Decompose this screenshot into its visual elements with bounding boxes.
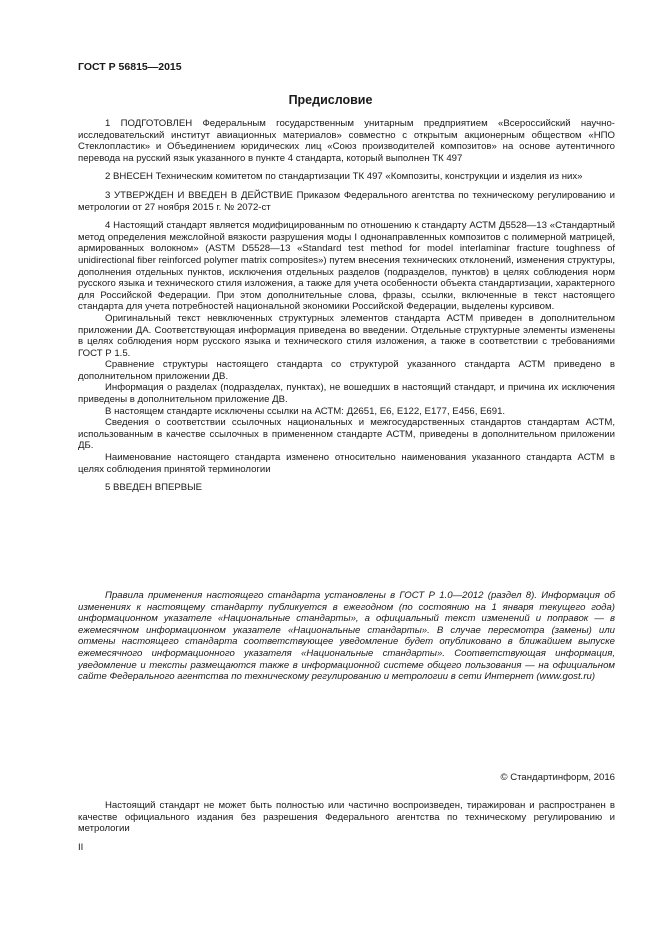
- document-code: ГОСТ Р 56815—2015: [78, 61, 182, 73]
- paragraph-structure-comparison: Сравнение структуры настоящего стандарта со структурой указанного стандарта АСТМ приведено в дополнительном приложении ДВ.: [78, 359, 615, 382]
- paragraph-original-text: Оригинальный текст невключенных структурных элементов стандарта АСТМ приведен в дополнительном приложении ДА. Соответствующая информация приведена во введении. Отдельные структурные элементы изменены в целях соблюдения норм русского языка и технического стиля изложения, а также в соответствии с требованиями ГОСТ Р 1.5.: [78, 312, 615, 359]
- paragraph-excluded-sections: Информация о разделах (подразделах, пунктах), не вошедших в настоящий стандарт, и причина их исключения приведены в дополнительном приложение ДВ.: [78, 382, 615, 406]
- paragraph-excluded-refs: В настоящем стандарте исключены ссылки на АСТМ: Д2651, Е6, Е122, Е177, Е456, Е691.: [105, 405, 506, 417]
- paragraph-introduced: 2 ВНЕСЕН Техническим комитетом по стандартизации ТК 497 «Композиты, конструкции и изделия из них»: [105, 171, 583, 183]
- copyright-line: © Стандартинформ, 2016: [500, 772, 615, 783]
- page-title: Предисловие: [288, 93, 373, 107]
- foreword-body: [78, 118, 615, 494]
- paragraph-title-change: Наименование настоящего стандарта изменено относительно наименования указанного стандарта АСТМ в целях соблюдения принятой терминологии: [78, 452, 615, 475]
- paragraph-modified: 4 Настоящий стандарт является модифицированным по отношению к стандарту АСТМ Д5528—13 «Стандартный метод определения межслойной вязкости разрушения моды I однонаправленных композитов с полимерной матрицей, армированных волокном» (ASTM D5528—13 «Standard test method for model interlaminar fracture toughness of unidirectional fiber reinforced polymer matrix composites») путем внесения технических отклонений, изменения структуры, дополнения отдельных пунктов, исключения отдельных разделов (подразделов, пунктов) в целях соблюдения норм русского языка и технического стиля изложения, а также для учета особенности объекта стандартизации, характерного для Российской Федерации. При этом дополнительные слова, фразы, ссылки, включенные в текст настоящего стандарта для учета потребностей национальной экономики Российской Федерации, выделены курсивом.: [78, 220, 615, 313]
- paragraph-approved: 3 УТВЕРЖДЕН И ВВЕДЕН В ДЕЙСТВИЕ Приказом Федерального агентства по техническому регулированию и метрологии от 27 ноября 2015 г. № 2072-ст: [78, 189, 615, 213]
- paragraph-prepared: 1 ПОДГОТОВЛЕН Федеральным государственным унитарным предприятием «Всероссийский научно-исследовательский институт авиационных материалов» совместно с открытым акционерным обществом «НПО Стеклопластик» и Объединением юридических лиц «Союз производителей композитов» на основе аутентичного перевода на русский язык указанного в пункте 4 стандарта, который выполнен ТК 497: [78, 118, 615, 164]
- page-number: II: [78, 842, 84, 853]
- paragraph-first-introduced: 5 ВВЕДЕН ВПЕРВЫЕ: [105, 482, 203, 494]
- reproduction-notice: Настоящий стандарт не может быть полностью или частично воспроизведен, тиражирован и распространен в качестве официального издания без разрешения Федерального агентства по техническому регулированию и метрологии: [78, 800, 615, 835]
- notice-text: Правила применения настоящего стандарта установлены в ГОСТ Р 1.0—2012 (раздел 8). Информация об изменениях к настоящему стандарту публикуется в ежегодном (по состоянию на 1 января текущего года) информационном указателе «Национальные стандарты», а официальный текст изменений и поправок — в ежемесячном информационном указателе «Национальные стандарты». В случае пересмотра (замены) или отмены настоящего стандарта соответствующее уведомление будет опубликовано в ближайшем выпуске ежемесячного информационного указателя «Национальные стандарты». Соответствующая информация, уведомление и тексты размещаются также в информационной системе общего пользования — на официальном сайте Федерального агентства по техническому регулированию и метрологии в сети Интернет (www.gost.ru): [78, 590, 615, 683]
- paragraph-reference-standards: Сведения о соответствии ссылочных национальных и межгосударственных стандартов стандартам АСТМ, использованным в качестве ссылочных в примененном стандарте АСТМ, приведены в дополнительном приложении ДБ.: [78, 417, 615, 452]
